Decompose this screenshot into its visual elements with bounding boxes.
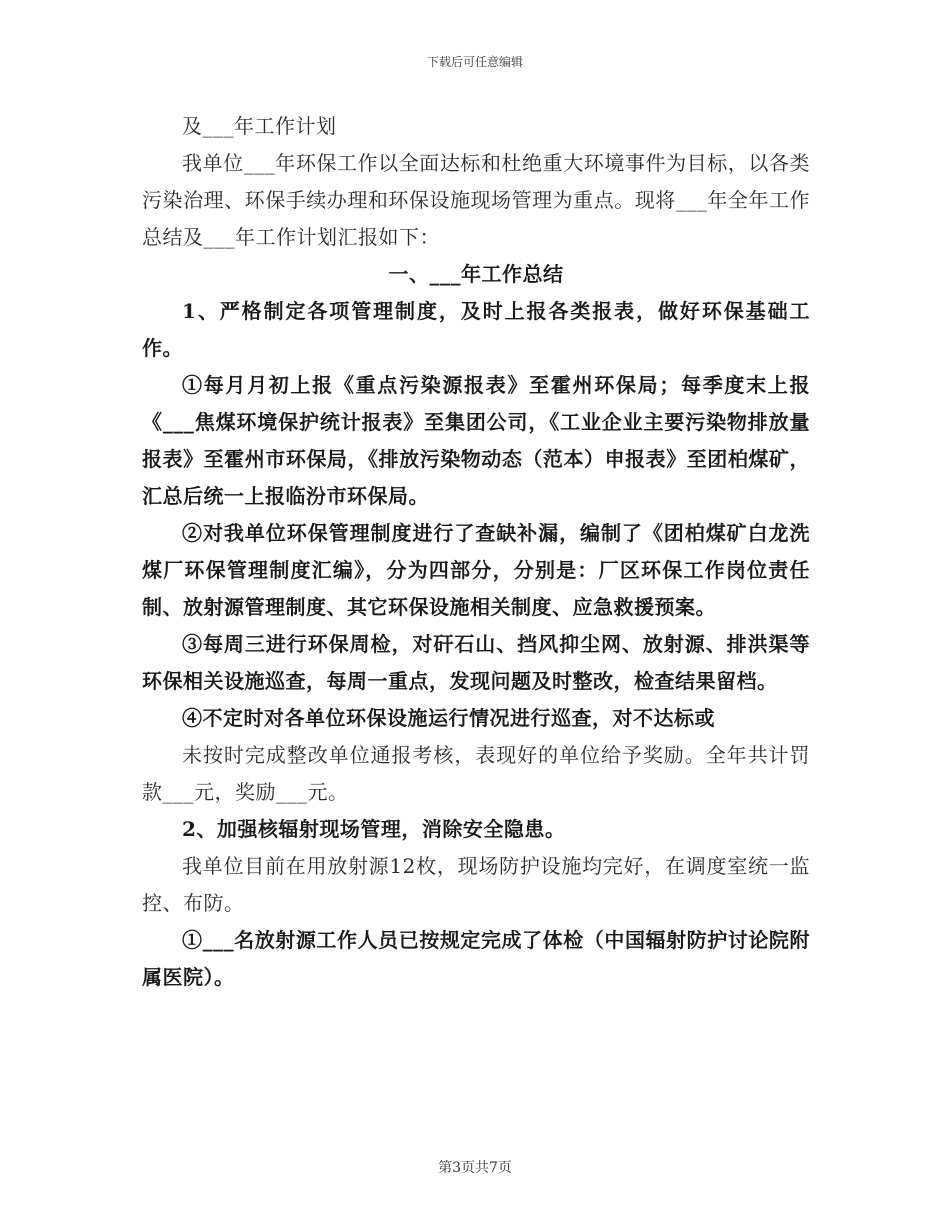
page-header-note: 下载后可任意编辑 bbox=[426, 55, 523, 69]
paragraph-radiation: 我单位目前在用放射源12枚，现场防护设施均完好，在调度室统一监控、布防。 bbox=[142, 854, 810, 915]
paragraph-penalty: 未按时完成整改单位通报考核，表现好的单位给予奖励。全年共计罚款___元，奖励___元。 bbox=[142, 743, 810, 804]
paragraph-title-line: 及___年工作计划 bbox=[182, 114, 337, 138]
subsection-heading-1: 1、严格制定各项管理制度，及时上报各类报表，做好环保基础工作。 bbox=[142, 299, 810, 360]
document-body bbox=[142, 108, 810, 996]
list-item-3: ③每周三进行环保周检，对矸石山、挡风抑尘网、放射源、排洪渠等环保相关设施巡查，每周一重点，发现问题及时整改，检查结果留档。 bbox=[142, 632, 810, 693]
section-heading: 一、___年工作总结 bbox=[388, 262, 564, 286]
subsection-heading-2: 2、加强核辐射现场管理，消除安全隐患。 bbox=[182, 817, 566, 841]
list-item-5: ①___名放射源工作人员已按规定完成了体检（中国辐射防护讨论院附属医院）。 bbox=[142, 928, 810, 989]
list-item-2: ②对我单位环保管理制度进行了查缺补漏，编制了《团柏煤矿白龙洗煤厂环保管理制度汇编》，分为四部分，分别是：厂区环保工作岗位责任制、放射源管理制度、其它环保设施相关制度、应急救援预案。 bbox=[142, 521, 810, 619]
list-item-4: ④不定时对各单位环保设施运行情况进行巡查，对不达标或 bbox=[182, 706, 715, 730]
page-number: 第3页共7页 bbox=[438, 1160, 512, 1176]
list-item-1: ①每月月初上报《重点污染源报表》至霍州环保局；每季度末上报《___焦煤环境保护统计报表》至集团公司，《工业企业主要污染物排放量报表》至霍州市环保局，《排放污染物动态（范本）申报表》至团柏煤矿，汇总后统一上报临汾市环保局。 bbox=[142, 373, 810, 508]
paragraph-intro: 我单位___年环保工作以全面达标和杜绝重大环境事件为目标，以各类污染治理、环保手续办理和环保设施现场管理为重点。现将___年全年工作总结及___年工作计划汇报如下： bbox=[142, 151, 810, 249]
